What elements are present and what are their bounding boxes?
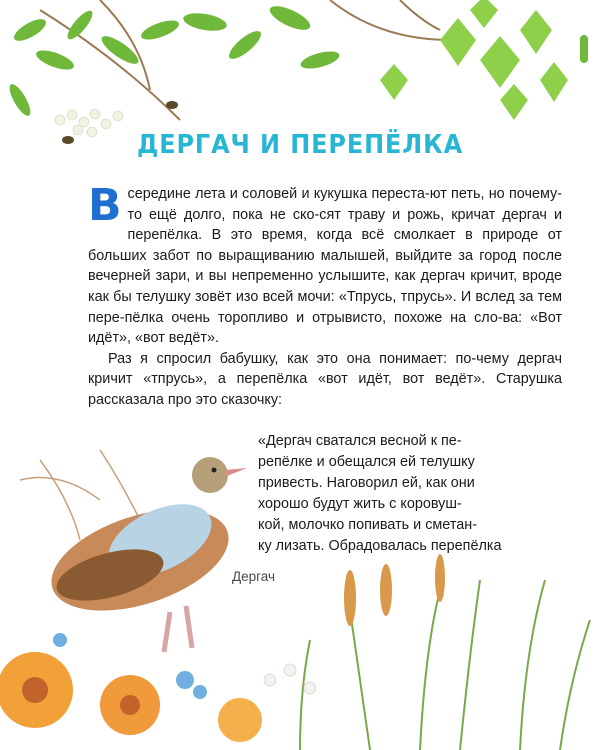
paragraph-2: Раз я спросил бабушку, как это она понимает: по-чему дергач кричит «тпрусь», а перепёлка «вот идёт, вот ведёт». Старушка рассказала про это сказочку:	[88, 350, 562, 408]
story-line-4: хорошо будут жить с коровуш-	[258, 496, 462, 512]
story-title: ДЕРГАЧ И ПЕРЕПЁЛКА	[136, 130, 464, 160]
story-line-3: привесть. Наговорил ей, как они	[258, 475, 475, 491]
paragraph-1-text: середине лета и соловей и кукушка переста-ют петь, но почему-то ещё долго, пока не ско-сят траву и рожь, кричат дергач и перепёлка. В это время, когда всё смолкает в природе от больших забот по выращиванию малышей, выйдите за город после вечерней зари, и вы непременно услышите, как дергач кричит, вроде как бы телушку зовёт изо всей мочи: «Тпрусь, тпрусь». И вслед за тем пере-пёлка очень торопливо и отрывисто, похоже на сло-ва: «Вот идёт», «вот ведёт».	[88, 186, 562, 347]
story-line-6: ку лизать. Обрадовалась перепёлка	[258, 538, 502, 554]
story-line-5: кой, молочко попивать и сметан-	[258, 517, 477, 533]
illustration-caption: Дергач	[232, 569, 276, 584]
drop-cap: В	[88, 180, 122, 231]
orange-flowers	[0, 652, 262, 742]
story-line-2: репёлке и обещался ей телушку	[258, 454, 475, 470]
story-line-1: «Дергач сватался весной к пе-	[258, 433, 462, 449]
corncrake-bird	[39, 457, 247, 652]
